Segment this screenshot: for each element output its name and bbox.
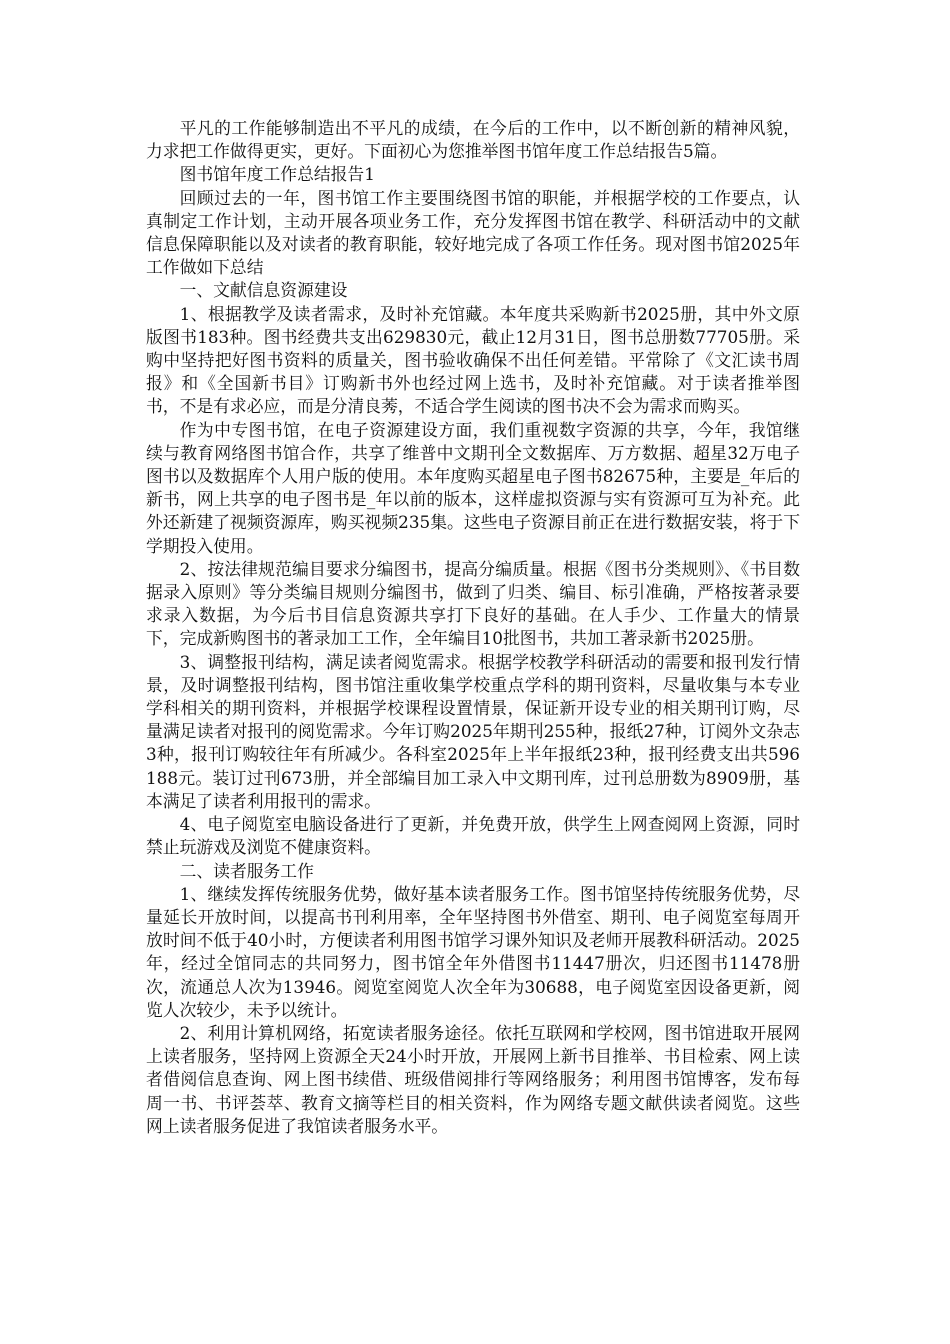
paragraph-traditional-service: 1、继续发挥传统服务优势，做好基本读者服务工作。图书馆坚持传统服务优势，尽量延长开放时间，以提高书刊利用率，全年坚持图书外借室、期刊、电子阅览室每周开放时间不低于40小时，方便读者利用图书馆学习课外知识及老师开展教科研活动。2025年，经过全馆同志的共同努力，图书馆全年外借图书11447册次，归还图书11478册次，流通总人次为13946。阅览室阅览人次全年为30688，电子阅览室因设备更新，阅览人次较少，未予以统计。 (146, 883, 800, 1020)
section-heading-reader-service: 二、读者服务工作 (179, 860, 314, 881)
paragraph-network-service: 2、利用计算机网络，拓宽读者服务途径。依托互联网和学校网，图书馆进取开展网上读者服务，坚持网上资源全天24小时开放，开展网上新书目推举、书目检索、网上读者借阅信息查询、网上图书续借、班级借阅排行等网络服务；利用图书馆博客，发布每周一书、书评荟萃、教育文摘等栏目的相关资料，作为网络专题文献供读者阅览。这些网上读者服务促进了我馆读者服务水平。 (146, 1022, 800, 1136)
paragraph-e-reading-room: 4、电子阅览室电脑设备进行了更新，并免费开放，供学生上网查阅网上资源，同时禁止玩游戏及浏览不健康资料。 (146, 814, 800, 858)
paragraph-cataloging: 2、按法律规范编目要求分编图书，提高分编质量。根据《图书分类规则》、《书目数据录入原则》等分类编目规则分编图书，做到了归类、编目、标引准确，严格按著录要求录入数据，为今后书目信息资源共享打下良好的基础。在人手少、工作量大的情景下，完成新购图书的著录加工工作，全年编目10批图书，共加工著录新书2025册。 (146, 558, 800, 649)
paragraph-periodicals: 3、调整报刊结构，满足读者阅览需求。根据学校教学科研活动的需要和报刊发行情景，及时调整报刊结构，图书馆注重收集学校重点学科的期刊资料，尽量收集与本专业学科相关的期刊资料，并根据学校课程设置情景，保证新开设专业的相关期刊订购，尽量满足读者对报刊的阅览需求。今年订购2025年期刊255种，报纸27种，订阅外文杂志3种，报刊订购较往年有所减少。各科室2025年上半年报纸23种，报刊经费支出共596188元。装订过刊673册，并全部编目加工录入中文期刊库，过刊总册数为8909册，基本满足了读者利用报刊的需求。 (146, 651, 800, 811)
paragraph-acquisition: 1、根据教学及读者需求，及时补充馆藏。本年度共采购新书2025册，其中外文原版图书183种。图书经费共支出629830元，截止12月31日，图书总册数77705册。采购中坚持把好图书资料的质量关，图书验收确保不出任何差错。平常除了《文汇读书周报》和《全国新书目》订购新书外也经过网上选书，及时补充馆藏。对于读者推举图书，不是有求必应，而是分清良莠，不适合学生阅读的图书决不会为需求而购买。 (146, 303, 800, 417)
overview-paragraph: 回顾过去的一年，图书馆工作主要围绕图书馆的职能，并根据学校的工作要点，认真制定工作计划，主动开展各项业务工作，充分发挥图书馆在教学、科研活动中的文献信息保障职能以及对读者的教育职能，较好地完成了各项工作任务。现对图书馆2025年工作做如下总结 (146, 187, 800, 278)
report-title: 图书馆年度工作总结报告1 (179, 164, 375, 185)
paragraph-electronic-resources: 作为中专图书馆，在电子资源建设方面，我们重视数字资源的共享，今年，我馆继续与教育网络图书馆合作，共享了维普中文期刊全文数据库、万方数据、超星32万电子图书以及数据库个人用户版的使用。本年度购买超星电子图书82675种，主要是_年后的新书，网上共享的电子图书是_年以前的版本，这样虚拟资源与实有资源可互为补充。此外还新建了视频资源库，购买视频235集。这些电子资源目前正在进行数据安装，将于下学期投入使用。 (146, 419, 800, 556)
document-body (146, 117, 800, 1138)
section-heading-resources: 一、文献信息资源建设 (179, 280, 348, 301)
intro-paragraph: 平凡的工作能够制造出不平凡的成绩，在今后的工作中，以不断创新的精神风貌，力求把工作做得更实，更好。下面初心为您推举图书馆年度工作总结报告5篇。 (146, 118, 800, 162)
